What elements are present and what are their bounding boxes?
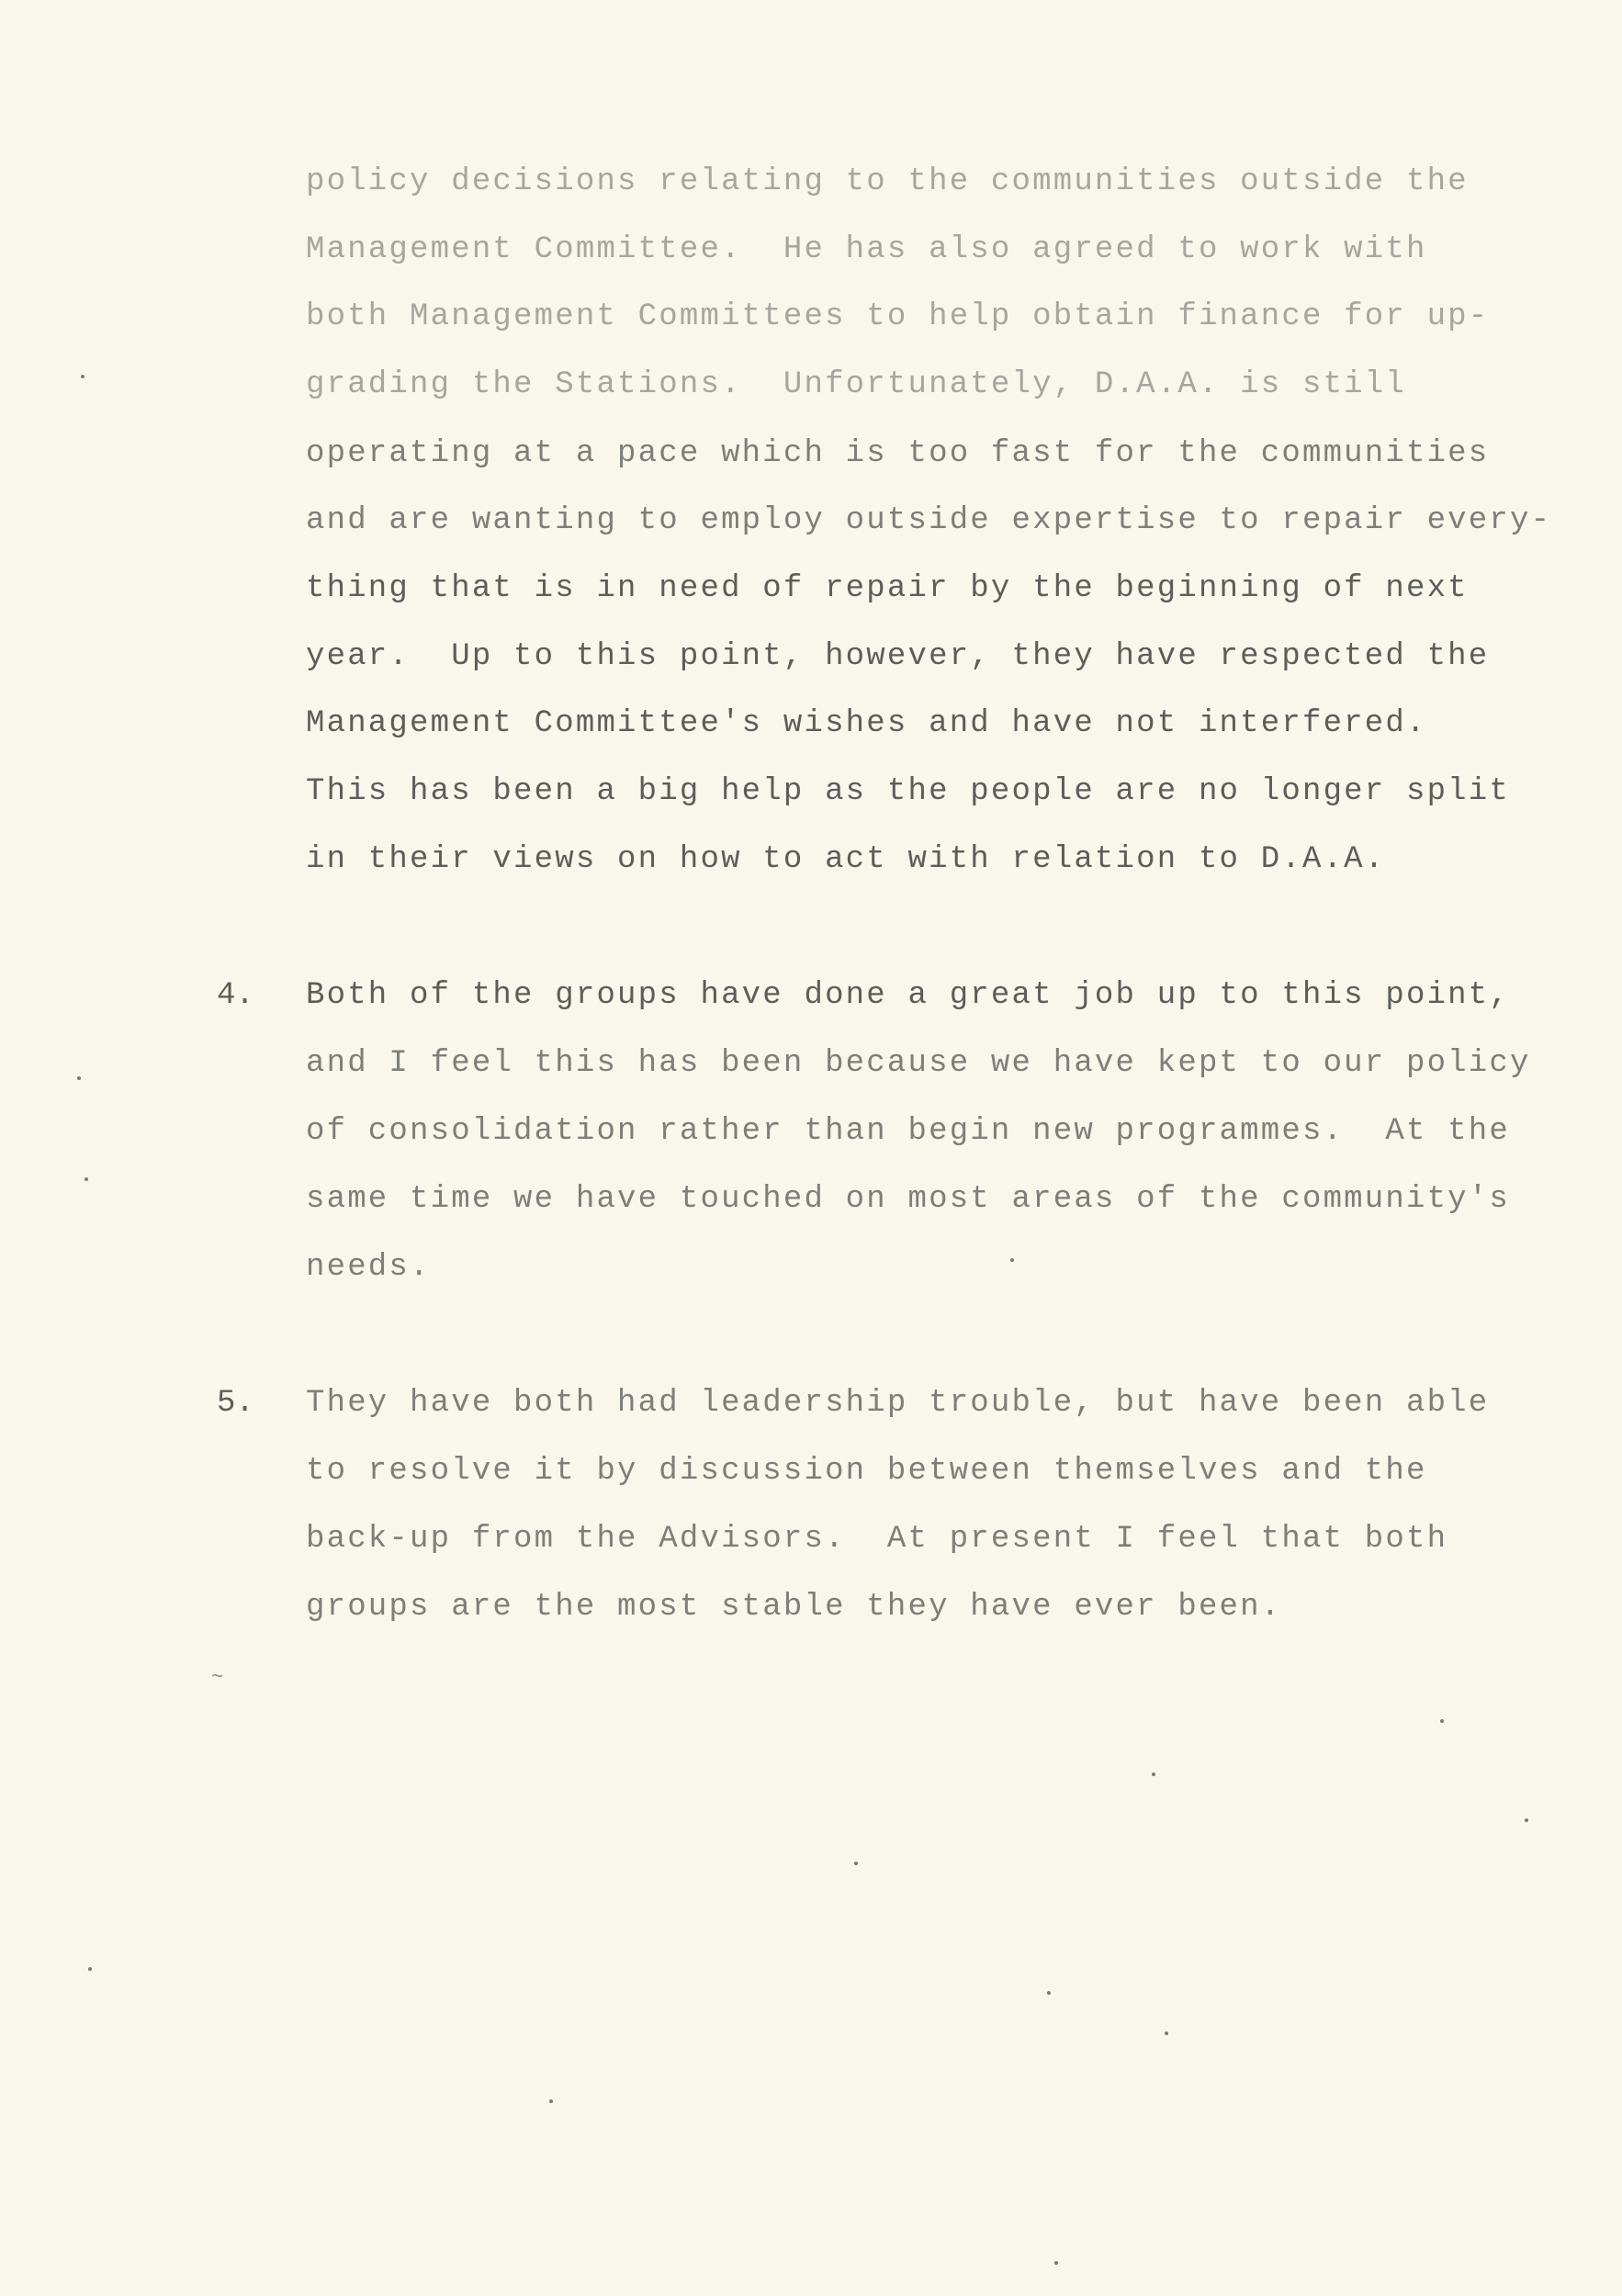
stray-mark: ~ bbox=[211, 1666, 224, 1689]
scan-speck bbox=[1152, 1773, 1155, 1776]
paragraph-line: in their views on how to act with relation to D.A.A. bbox=[306, 842, 1386, 877]
paragraph-line: grading the Stations. Unfortunately, D.A.A. is still bbox=[306, 367, 1406, 402]
paragraph-line: Management Committee's wishes and have not interfered. bbox=[306, 706, 1427, 741]
paragraph-line: year. Up to this point, however, they have respected the bbox=[306, 639, 1490, 674]
item-4-line: needs. bbox=[306, 1250, 431, 1285]
item-4-line: same time we have touched on most areas of the community's bbox=[306, 1182, 1510, 1217]
scan-speck bbox=[1440, 1719, 1444, 1723]
item-4-line: Both of the groups have done a great job up to this point, bbox=[306, 978, 1510, 1013]
item-4-number: 4. bbox=[217, 978, 254, 1013]
item-4-line: of consolidation rather than begin new programmes. At the bbox=[306, 1114, 1510, 1149]
scan-speck bbox=[1165, 2032, 1168, 2035]
paragraph-line: thing that is in need of repair by the beginning of next bbox=[306, 571, 1469, 606]
scan-speck bbox=[549, 2099, 553, 2103]
scan-speck bbox=[88, 1967, 92, 1971]
scan-speck bbox=[84, 1177, 88, 1181]
item-5-number: 5. bbox=[217, 1386, 254, 1421]
scan-speck bbox=[77, 1076, 81, 1080]
item-5-line: to resolve it by discussion between themselves and the bbox=[306, 1454, 1427, 1489]
paragraph-line: Management Committee. He has also agreed to work with bbox=[306, 232, 1427, 267]
paragraph-line: operating at a pace which is too fast for the communities bbox=[306, 436, 1490, 471]
paragraph-line: This has been a big help as the people are no longer split bbox=[306, 774, 1510, 809]
scan-speck bbox=[854, 1862, 858, 1865]
paragraph-line: both Management Committees to help obtain finance for up- bbox=[306, 299, 1490, 334]
scan-speck bbox=[1047, 1991, 1051, 1995]
paragraph-line: and are wanting to employ outside expertise to repair every- bbox=[306, 503, 1552, 538]
item-5-line: groups are the most stable they have ever been. bbox=[306, 1590, 1282, 1625]
scan-speck bbox=[1054, 2261, 1058, 2265]
item-4-line: and I feel this has been because we have kept to our policy bbox=[306, 1046, 1531, 1081]
scan-speck bbox=[81, 375, 84, 378]
item-5-line: back-up from the Advisors. At present I feel that both bbox=[306, 1522, 1448, 1557]
scan-speck bbox=[1525, 1818, 1528, 1822]
item-5-line: They have both had leadership trouble, but have been able bbox=[306, 1386, 1490, 1421]
scan-speck bbox=[1010, 1258, 1014, 1262]
paragraph-line: policy decisions relating to the communities outside the bbox=[306, 164, 1469, 199]
